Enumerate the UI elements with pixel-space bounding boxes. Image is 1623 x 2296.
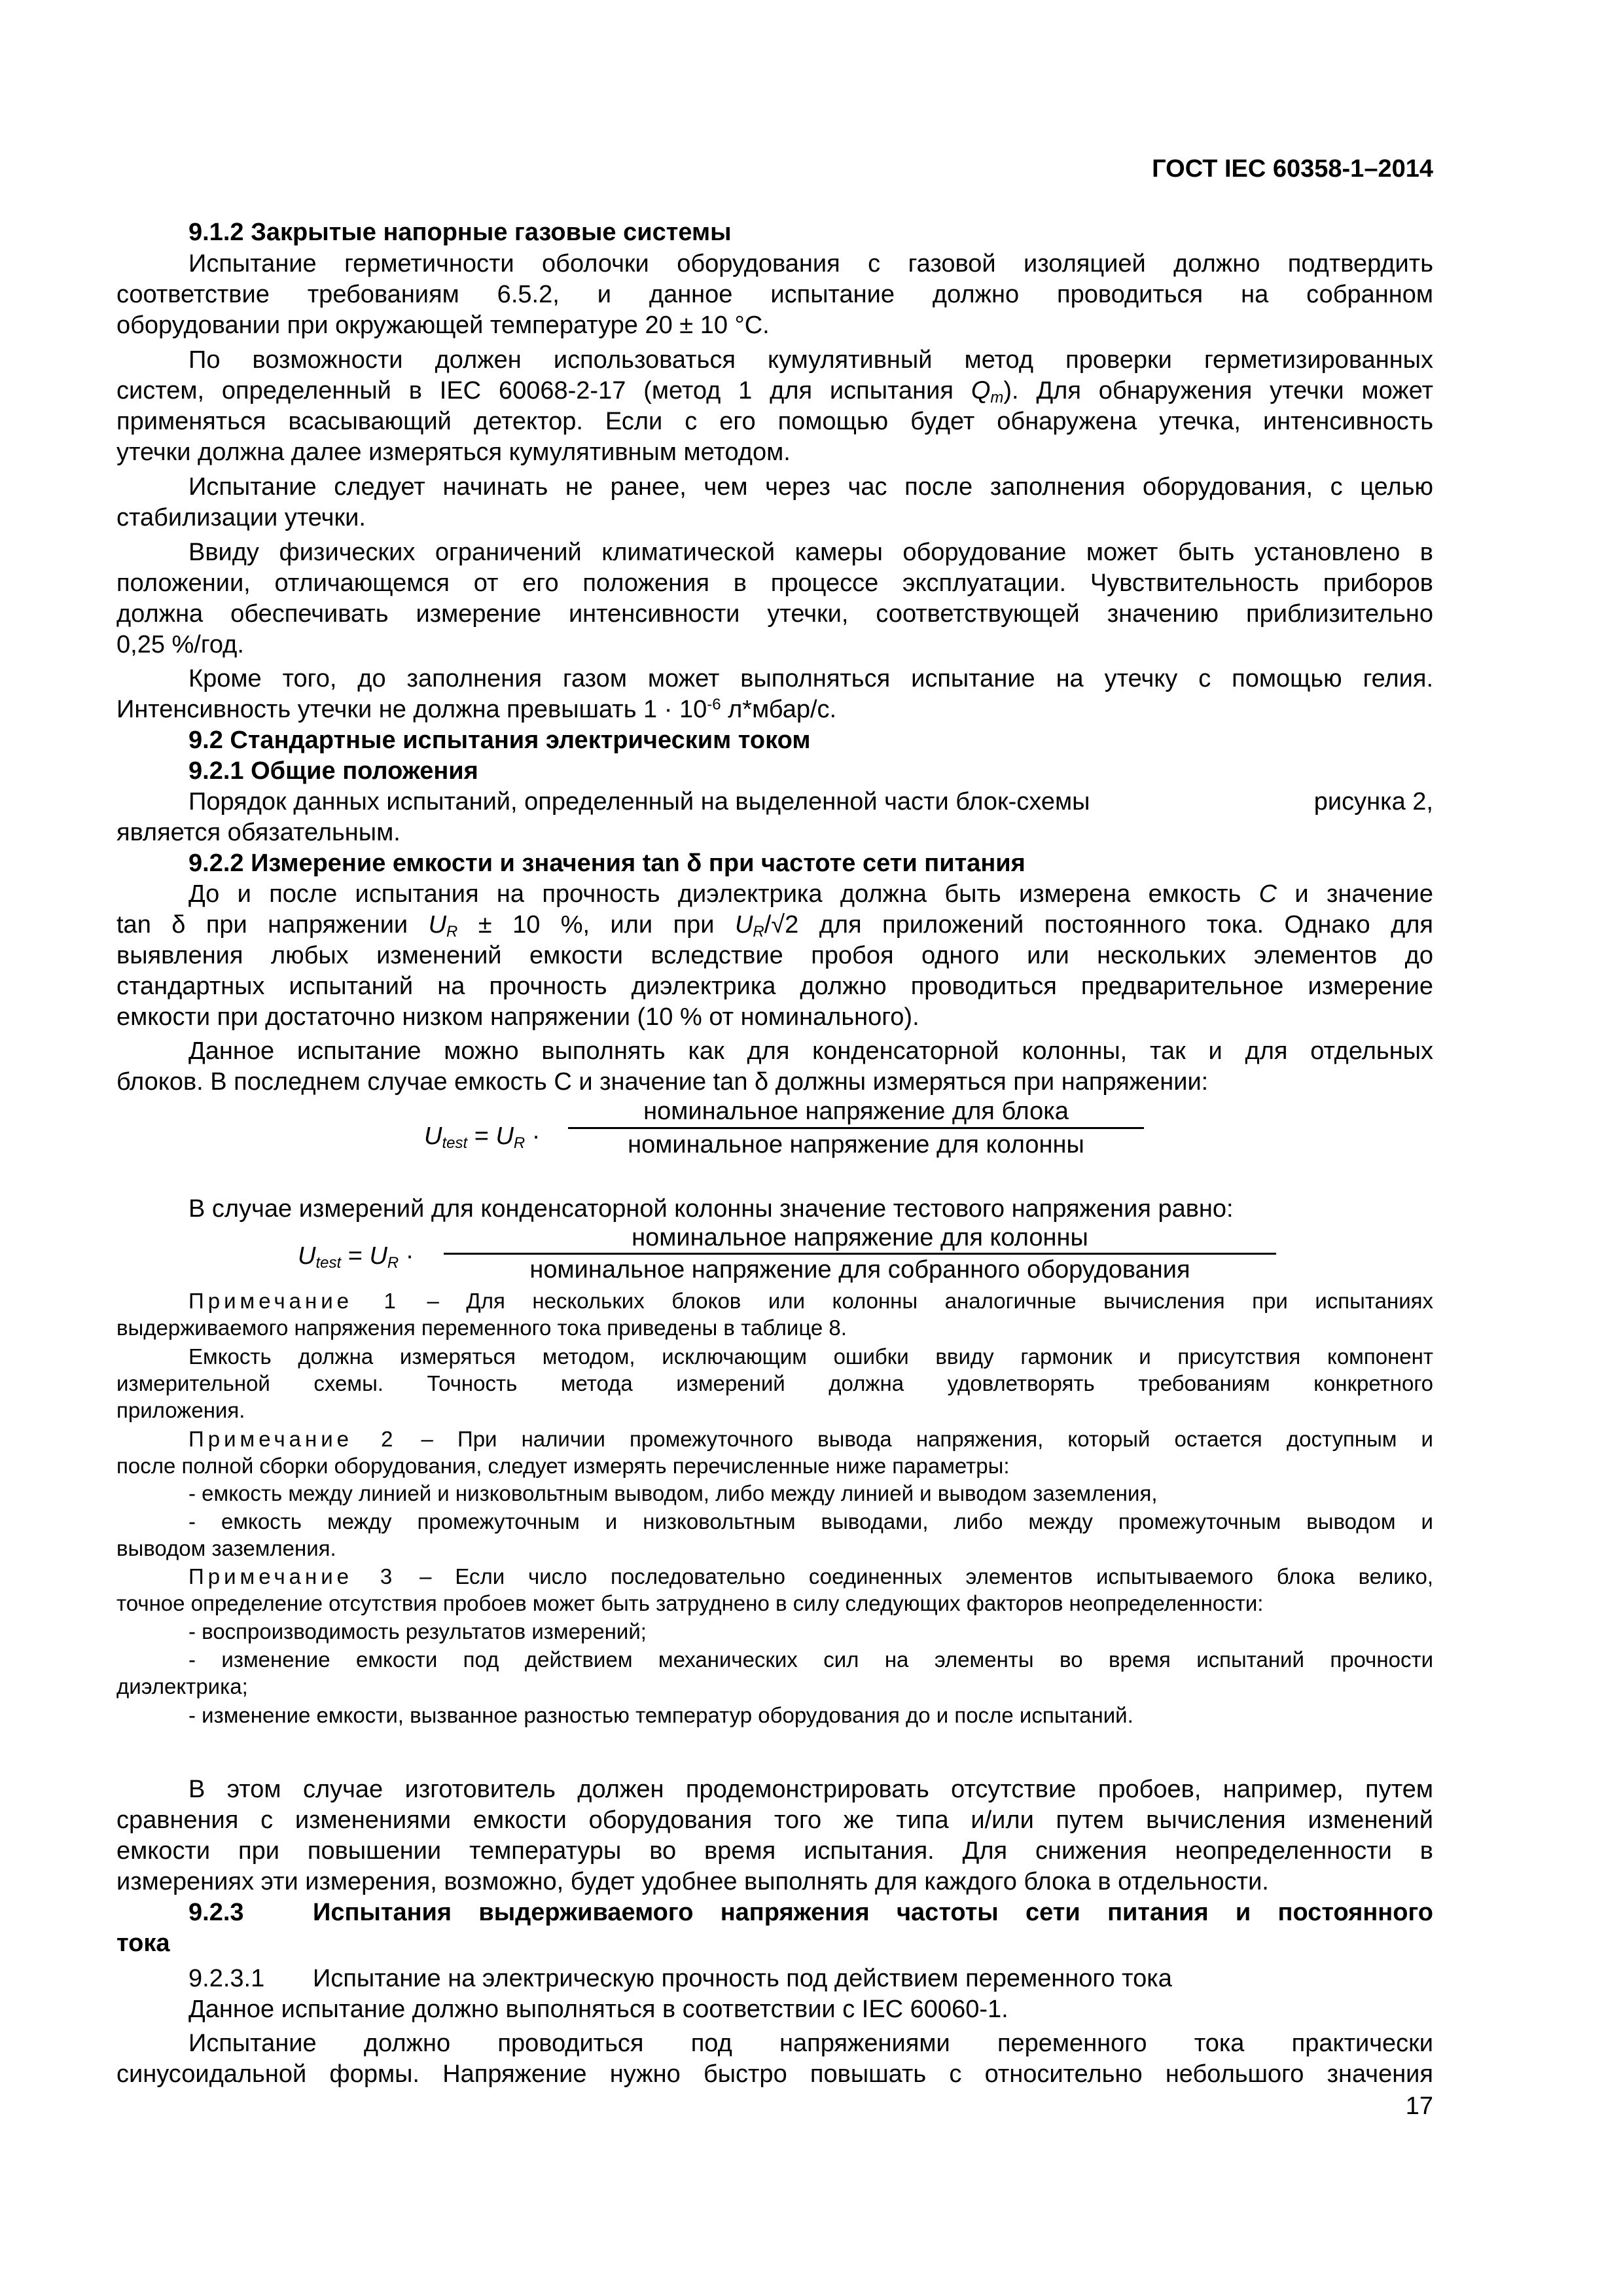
section-heading-continued: тока xyxy=(116,1929,170,1957)
section-heading-9-2: 9.2 Стандартные испытания электрическим током xyxy=(188,726,811,754)
paragraph-line: В этом случае изготовитель должен продемонстрировать отсутствие пробоев, например, путем xyxy=(188,1776,1433,1803)
note-line: выводом заземления. xyxy=(116,1536,336,1560)
paragraph-line: измерениях эти измерения, возможно, будет удобнее выполнять для каждого блока в отдельности. xyxy=(116,1868,1269,1895)
paragraph-line: положении, отличающемся от его положения в процессе эксплуатации. Чувствительность приборов xyxy=(116,569,1433,597)
paragraph-line: Данное испытание можно выполнять как для конденсаторной колонны, так и для отдельных xyxy=(188,1037,1433,1065)
paragraph-line: сравнения с изменениями емкости оборудования того же типа и/или путем вычисления изменений xyxy=(116,1806,1433,1834)
fraction-bar xyxy=(568,1127,1144,1129)
paragraph-line: Испытание герметичности оболочки оборудования с газовой изоляцией должно подтвердить xyxy=(188,250,1433,278)
section-heading-9-2-3: 9.2.3 xyxy=(188,1899,244,1926)
paragraph-line: является обязательным. xyxy=(116,819,401,846)
paragraph-line: стандартных испытаний на прочность диэлектрика должно проводиться предварительное измерение xyxy=(116,973,1433,1000)
paragraph-line: синусоидальной формы. Напряжение нужно быстро повышать с относительно небольшого значения xyxy=(116,2060,1433,2088)
note-line: приложения. xyxy=(116,1398,245,1422)
paragraph-line: Данное испытание должно выполняться в соответствии с IEC 60060-1. xyxy=(188,1996,1008,2023)
paragraph-line: соответствие требованиям 6.5.2, и данное испытание должно проводиться на собранном xyxy=(116,281,1433,308)
paragraph-line: стабилизации утечки. xyxy=(116,504,366,531)
note-2: Примечание 2 – При наличии промежуточного вывода напряжения, который остается доступным и xyxy=(188,1427,1433,1451)
section-title-9-2-3-1: Испытание на электрическую прочность под действием переменного тока xyxy=(313,1965,1172,1992)
paragraph-line: Испытание следует начинать не ранее, чем через час после заполнения оборудования, с целью xyxy=(188,473,1433,501)
note-list-item: - емкость между промежуточным и низковольтным выводами, либо между промежуточным выводом и xyxy=(188,1509,1433,1534)
document-standard-header: ГОСТ IEC 60358-1–2014 xyxy=(1152,155,1433,183)
note-label: Примечание 2 xyxy=(188,1427,397,1451)
q-subscript: m xyxy=(990,389,1004,406)
paragraph-line: Испытание должно проводиться под напряжениями переменного тока практически xyxy=(188,2030,1433,2057)
paragraph-line: блоков. В последнем случае емкость С и значение tan δ должны измеряться при напряжении: xyxy=(116,1068,1209,1096)
note-line: выдерживаемого напряжения переменного тока приведены в таблице 8. xyxy=(116,1316,847,1340)
equation-lhs: $U_{test} = U_R$ · xyxy=(298,1242,414,1272)
q-symbol: Q xyxy=(971,377,991,404)
paragraph-line: выявления любых изменений емкости вследствие пробоя одного или нескольких элементов до xyxy=(116,942,1433,969)
paragraph-line: оборудовании при окружающей температуре 20 ± 10 °С. xyxy=(116,312,770,339)
note-label: Примечание 1 xyxy=(188,1289,400,1313)
page-number: 17 xyxy=(1405,2092,1433,2120)
paragraph-line: Порядок данных испытаний, определенный на выделенной части блок-схемы xyxy=(188,788,1090,816)
fraction-bar xyxy=(444,1253,1276,1255)
section-heading-9-2-1: 9.2.1 Общие положения xyxy=(188,757,478,785)
paragraph-line: 0,25 %/год. xyxy=(116,631,244,658)
note-line: точное определение отсутствия пробоев может быть затруднено в силу следующих факторов неопределенности: xyxy=(116,1591,1264,1615)
equation-lhs: $U_{test} = U_R$ · xyxy=(424,1122,541,1152)
note-1: Примечание 1 – Для нескольких блоков или колонны аналогичные вычисления при испытаниях xyxy=(188,1289,1433,1313)
paragraph-line-with-symbol: До и после испытания на прочность диэлектрика должна быть измерена емкость C и значение xyxy=(188,880,1433,908)
fraction-denominator: номинальное напряжение для колонны xyxy=(628,1131,1084,1158)
paragraph-line: должна обеспечивать измерение интенсивности утечки, соответствующей значению приблизительно xyxy=(116,600,1433,628)
note-label: Примечание 3 xyxy=(188,1564,397,1588)
note-line: после полной сборки оборудования, следует измерять перечисленные ниже параметры: xyxy=(116,1454,1010,1478)
note-3: Примечание 3 – Если число последовательно соединенных элементов испытываемого блока велико, xyxy=(188,1564,1434,1588)
note-line: измерительной схемы. Точность метода измерений должна удовлетворять требованиям конкретного xyxy=(116,1371,1433,1395)
section-heading-9-1-2: 9.1.2 Закрытые напорные газовые системы xyxy=(188,219,732,246)
figure-reference: рисунка 2, xyxy=(1313,788,1433,816)
paragraph-line: утечки должна далее измеряться кумулятивным методом. xyxy=(116,439,791,466)
note-list-item: - изменение емкости, вызванное разностью температур оборудования до и после испытаний. xyxy=(188,1703,1133,1727)
paragraph-line: В случае измерений для конденсаторной колонны значение тестового напряжения равно: xyxy=(188,1195,1234,1223)
paragraph-line: емкости при повышении температуры во время испытания. Для снижения неопределенности в xyxy=(116,1837,1433,1865)
section-heading-9-2-3-title: Испытания выдерживаемого напряжения частоты сети питания и постоянного xyxy=(313,1899,1433,1926)
note-line: диэлектрика; xyxy=(116,1674,248,1698)
paragraph-line: Ввиду физических ограничений климатической камеры оборудование может быть установлено в xyxy=(188,539,1433,566)
paragraph-line-with-formula: tan δ при напряжении $U_R \pm 10$ %, или при $U_R/√2$ для приложений постоянного тока. Однако для xyxy=(116,911,1434,941)
paragraph-line-with-formula: систем, определенный в IEC 60068-2-17 (метод 1 для испытания $Q_m$). Для обнаружения утечки может xyxy=(116,377,1434,406)
section-heading-9-2-2: 9.2.2 Измерение емкости и значения tan δ при частоте сети питания xyxy=(188,850,1026,877)
fraction-numerator: номинальное напряжение для блока xyxy=(643,1098,1069,1125)
exponent: -6 xyxy=(707,696,721,713)
section-heading-9-2-3-1: 9.2.3.1 xyxy=(188,1965,265,1992)
paragraph-line-with-exponent: Интенсивность утечки не должна превышать $1 \cdot 10^{-6}$ л*мбар/с. xyxy=(116,696,837,723)
fraction-denominator: номинальное напряжение для собранного оборудования xyxy=(529,1256,1190,1283)
note-list-item: - воспроизводимость результатов измерений; xyxy=(188,1619,647,1643)
note-list-item: - изменение емкости под действием механических сил на элементы во время испытаний прочности xyxy=(188,1647,1433,1672)
paragraph-line: Кроме того, до заполнения газом может выполняться испытание на утечку с помощью гелия. xyxy=(188,665,1433,692)
fraction-numerator: номинальное напряжение для колонны xyxy=(632,1224,1088,1251)
paragraph-line: емкости при достаточно низком напряжении (10 % от номинального). xyxy=(116,1003,919,1031)
paragraph-line: По возможности должен использоваться кумулятивный метод проверки герметизированных xyxy=(188,346,1433,374)
paragraph-line: применяться всасывающий детектор. Если с его помощью будет обнаружена утечка, интенсивность xyxy=(116,408,1433,435)
note-list-item: - емкость между линией и низковольтным выводом, либо между линией и выводом заземления, xyxy=(188,1481,1158,1505)
note-line: Емкость должна измеряться методом, исключающим ошибки ввиду гармоник и присутствия компонент xyxy=(188,1344,1433,1369)
